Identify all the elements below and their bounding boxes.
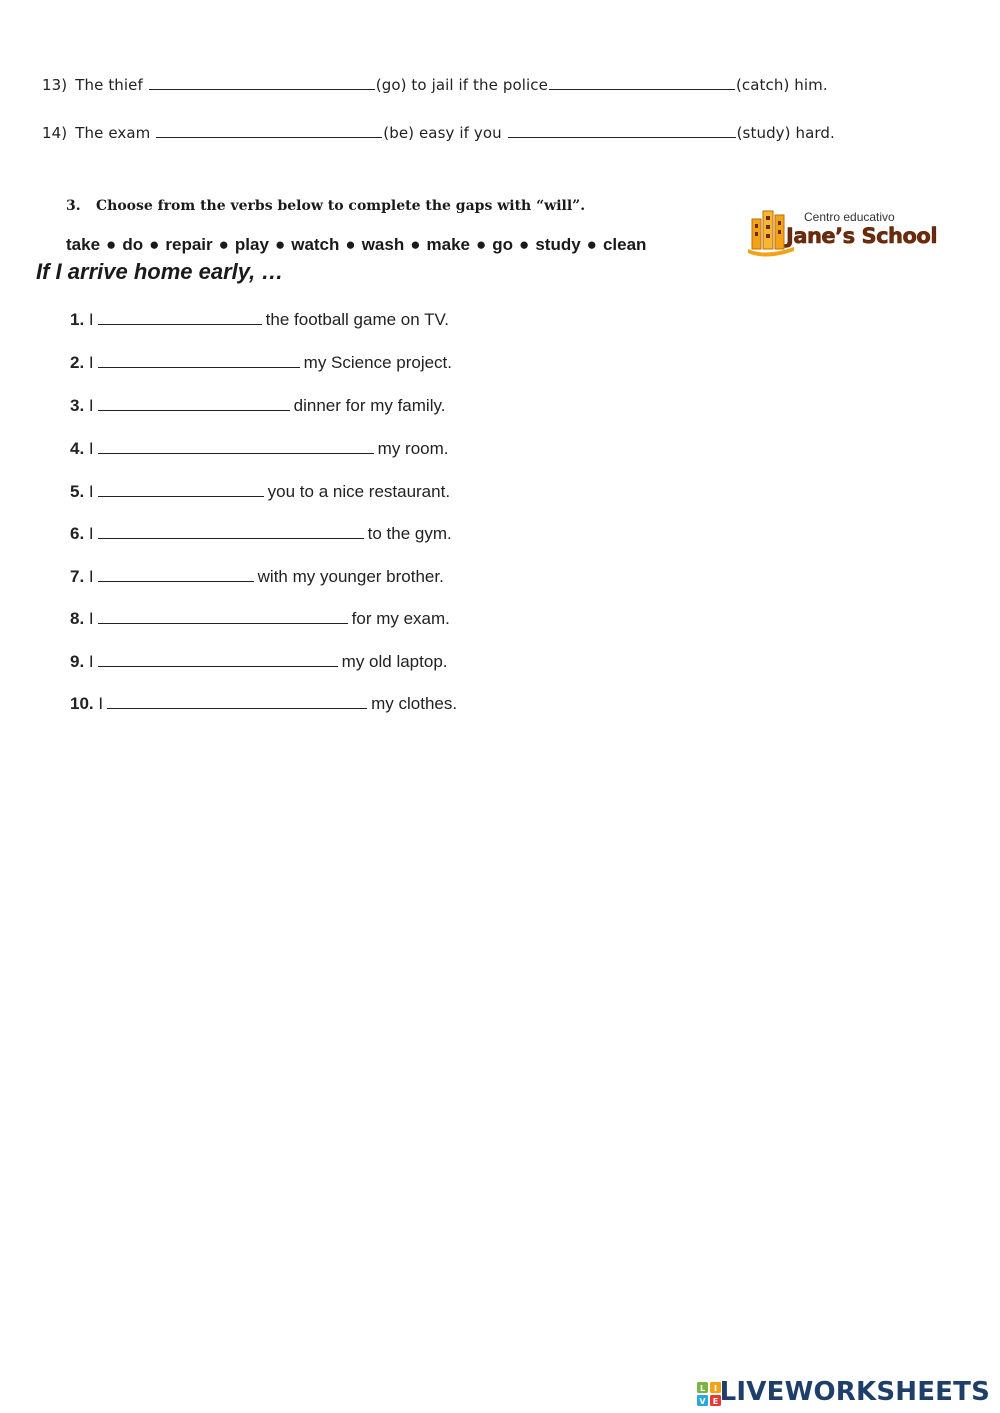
question-hint: (study) hard. bbox=[736, 124, 835, 142]
question-hint: (go) to jail if the police bbox=[375, 76, 548, 94]
lw-letter: I bbox=[714, 1384, 717, 1393]
question-start: The exam bbox=[75, 124, 151, 142]
item-text: dinner for my family. bbox=[293, 396, 446, 415]
item-number: 6. bbox=[70, 524, 85, 543]
answer-blank[interactable] bbox=[98, 651, 338, 667]
item-text: my clothes. bbox=[371, 694, 458, 713]
list-item bbox=[70, 395, 445, 416]
item-number: 5. bbox=[70, 482, 85, 501]
section-3-heading bbox=[66, 198, 585, 214]
item-subject: I bbox=[88, 310, 94, 329]
answer-blank[interactable] bbox=[98, 352, 300, 368]
item-subject: I bbox=[88, 439, 94, 458]
question-13 bbox=[42, 75, 828, 94]
item-subject: I bbox=[88, 396, 94, 415]
question-hint: (catch) him. bbox=[735, 76, 828, 94]
lw-letter: V bbox=[699, 1397, 706, 1406]
question-hint: (be) easy if you bbox=[383, 124, 502, 142]
item-number: 9. bbox=[70, 652, 85, 671]
list-item bbox=[70, 481, 450, 502]
item-number: 7. bbox=[70, 567, 85, 586]
bullet-separator: ● bbox=[410, 235, 421, 254]
list-item bbox=[70, 693, 457, 714]
verb-list bbox=[66, 235, 646, 255]
item-number: 1. bbox=[70, 310, 85, 329]
item-text: you to a nice restaurant. bbox=[267, 482, 451, 501]
item-text: for my exam. bbox=[351, 609, 450, 628]
bullet-separator: ● bbox=[586, 235, 597, 254]
verb-item: watch bbox=[291, 235, 340, 254]
bullet-separator: ● bbox=[475, 235, 487, 254]
verb-item: take bbox=[66, 235, 101, 254]
list-item bbox=[70, 352, 452, 373]
answer-blank[interactable] bbox=[98, 395, 290, 411]
bullet-separator: ● bbox=[149, 235, 160, 254]
verb-item: repair bbox=[165, 235, 213, 254]
lw-letter: E bbox=[712, 1397, 719, 1406]
list-item bbox=[70, 608, 450, 629]
answer-blank[interactable] bbox=[98, 566, 254, 582]
liveworksheets-logo-icon bbox=[697, 1382, 721, 1406]
list-item bbox=[70, 438, 449, 459]
bullet-separator: ● bbox=[274, 235, 286, 254]
answer-blank[interactable] bbox=[549, 75, 735, 90]
section-number: 3. bbox=[66, 198, 81, 214]
item-number: 3. bbox=[70, 396, 85, 415]
question-start: The thief bbox=[75, 76, 143, 94]
item-subject: I bbox=[88, 609, 94, 628]
answer-blank[interactable] bbox=[98, 438, 374, 454]
answer-blank[interactable] bbox=[508, 123, 736, 138]
verb-item: clean bbox=[602, 235, 647, 254]
item-subject: I bbox=[98, 694, 104, 713]
answer-blank[interactable] bbox=[98, 309, 262, 325]
item-number: 10. bbox=[70, 694, 94, 713]
item-number: 4. bbox=[70, 439, 85, 458]
logo-small-text: Centro educativo bbox=[804, 210, 895, 224]
item-text: with my younger brother. bbox=[257, 567, 444, 586]
answer-blank[interactable] bbox=[98, 481, 264, 497]
section-subtitle: If I arrive home early, … bbox=[36, 259, 284, 284]
item-text: to the gym. bbox=[367, 524, 452, 543]
section-instruction: Choose from the verbs below to complete the gaps with “will”. bbox=[96, 198, 586, 214]
school-logo bbox=[746, 205, 936, 257]
bullet-separator: ● bbox=[345, 235, 356, 254]
question-14 bbox=[42, 123, 835, 142]
list-item bbox=[70, 651, 448, 672]
item-number: 8. bbox=[70, 609, 85, 628]
verb-item: make bbox=[426, 235, 470, 254]
bullet-separator: ● bbox=[519, 235, 530, 254]
verb-item: go bbox=[492, 235, 514, 254]
answer-blank[interactable] bbox=[98, 608, 348, 624]
question-number: 14) bbox=[42, 124, 68, 142]
item-number: 2. bbox=[70, 353, 85, 372]
verb-item: play bbox=[234, 235, 269, 254]
verb-item: do bbox=[122, 235, 144, 254]
bullet-separator: ● bbox=[218, 235, 229, 254]
answer-blank[interactable] bbox=[156, 123, 382, 138]
list-item bbox=[70, 566, 444, 587]
answer-blank[interactable] bbox=[107, 693, 367, 709]
item-text: my old laptop. bbox=[341, 652, 448, 671]
answer-blank[interactable] bbox=[149, 75, 375, 90]
bullet-separator: ● bbox=[106, 235, 117, 254]
item-subject: I bbox=[88, 567, 94, 586]
verb-item: wash bbox=[361, 235, 405, 254]
question-number: 13) bbox=[42, 76, 68, 94]
item-text: the football game on TV. bbox=[265, 310, 450, 329]
item-subject: I bbox=[88, 353, 94, 372]
item-text: my Science project. bbox=[303, 353, 452, 372]
lw-letter: L bbox=[699, 1384, 706, 1393]
logo-school-name: Jane’s School bbox=[786, 224, 938, 248]
answer-blank[interactable] bbox=[98, 523, 364, 539]
item-subject: I bbox=[88, 652, 94, 671]
item-subject: I bbox=[88, 482, 94, 501]
list-item bbox=[70, 523, 452, 544]
item-subject: I bbox=[88, 524, 94, 543]
item-text: my room. bbox=[377, 439, 449, 458]
list-item bbox=[70, 309, 449, 330]
verb-item: study bbox=[535, 235, 581, 254]
liveworksheets-brand[interactable]: LIVEWORKSHEETS bbox=[719, 1377, 990, 1407]
